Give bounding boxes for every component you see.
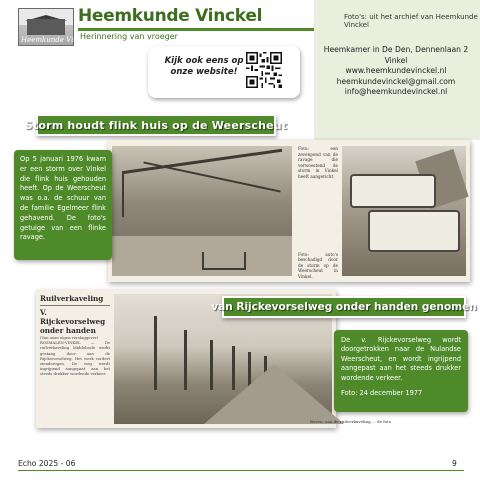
article1-banner: Storm houdt flink huis op de Weerscheut [36,114,276,136]
road-photo-caption: Boven: aan de ruilverkaveling ... de foto [310,419,392,424]
issue-label: Echo 2025 - 06 [18,459,76,468]
photo-credit: Foto's: uit het archief van Heemkunde Vinckel [344,13,478,29]
article1-text-box: Op 5 januari 1976 kwam er een storm over Vinkel die flink huis gehouden heeft. Op de Weerscheut was o.a. de schuur van de familie Egelmeer flink gehavend. De foto's getuige van een flinke ravage. [14,150,112,260]
contact-email-info[interactable]: info@heemkundevinckel.nl [344,87,448,97]
newspaper-column [40,294,110,424]
page-number: 9 [452,459,457,468]
news-dateline: (Van onze eigen verslaggever) [40,335,99,340]
title-underline [78,28,314,31]
article2-photo-date: Foto: 24 december 1977 [341,389,423,398]
page-subtitle: Herinnering van vroeger [80,32,178,41]
contact-town: Vinkel [384,55,408,65]
footer-divider [18,470,464,471]
news-heading: Ruilverkaveling [40,294,104,303]
clipping-caption-column [298,146,338,280]
website-callout-text [160,56,248,78]
news-body: ROSMALEN-VINKEL — De ruilverkaveling Middelrode werkt gestaag door aan de Rijckevorselweg. Het werk vordert zienderogen. De weg wordt ingrijpend aangepast aan het steeds drukker wordende verkeer. [40,340,110,377]
logo-caption: Heemkunde Vinc [21,36,82,44]
news-heading-sub: onder handen [40,326,96,335]
qr-code-icon[interactable] [246,52,282,88]
contact-block [320,45,472,98]
website-callout[interactable] [148,46,300,98]
website-callout-line2: onze website! [170,67,238,77]
storm-cars-photo [342,146,466,276]
article2-banner: van Rijckevorselweg onder handen genomen [222,296,466,318]
contact-website[interactable]: www.heemkundevinckel.nl [345,66,447,76]
news-heading-road: V. Rijckevorselweg [40,308,106,326]
article1-newspaper-clipping [108,140,470,282]
storm-barn-photo [112,146,292,276]
logo [18,8,82,46]
contact-address: Heemkamer in De Den, Dennenlaan 2 [323,45,469,54]
contact-email[interactable]: heemkundevinckel@gmail.com [336,76,456,86]
website-callout-line1: Kijk ook eens op [164,56,244,66]
clipping-caption-top: Foto: een zevenpond van de ravage die verwoestend de storm in Vinkel heeft aangericht. [298,146,338,179]
page-title: Heemkunde Vinckel [78,6,263,26]
article2-body: De v. Rijckevorselweg wordt doorgetrokken naar de Nulandse Weerscheut, en wordt ingrijpend aangepast aan het steeds drukker wordende verkeer. [341,336,461,382]
article2-text-box [334,330,468,412]
clipping-caption-bottom: Foto: auto's beschadigd door de storm op de Weerscheut in Vinkel. [298,251,338,279]
